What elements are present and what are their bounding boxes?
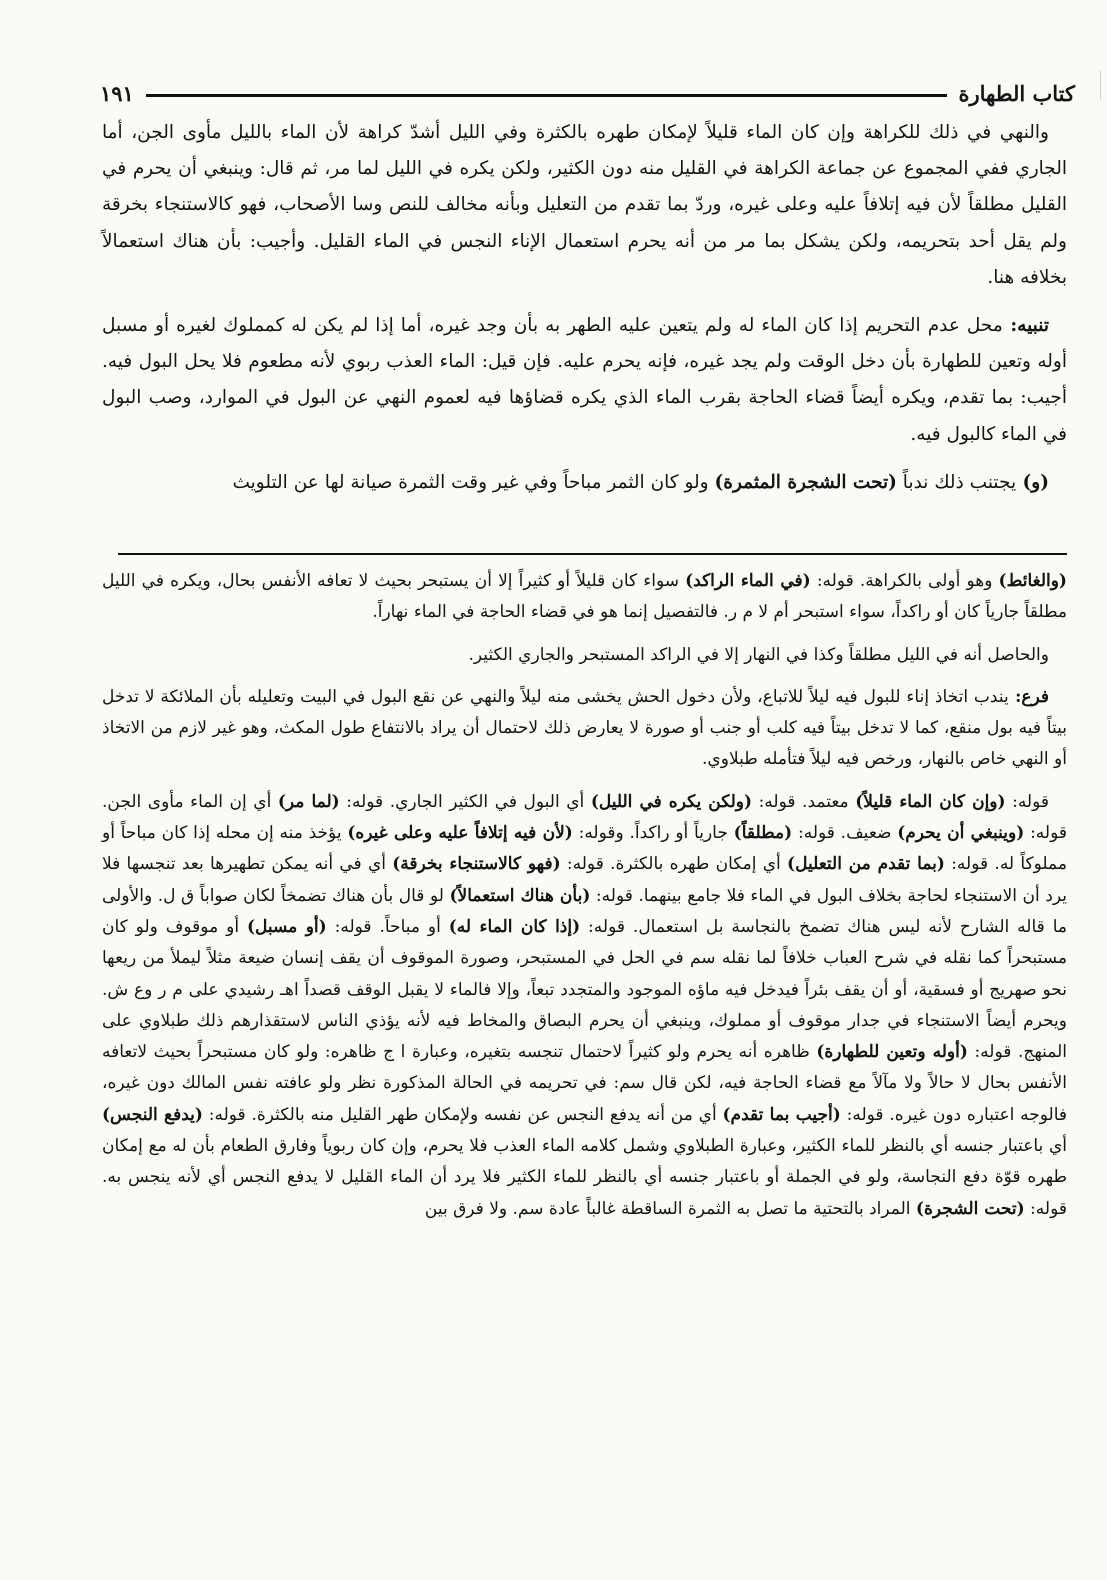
main-paragraph — [102, 308, 1067, 453]
text-run: أي باعتبار جنسه أي بالنظر للماء الكثير، وعبارة الطبلاوي وشمل كلامه الماء العذب فلا يحرم، وإن كان ربوياً وفارق الطعام بأن له مع إمكان طهره قوّة دفع النجاسة، ولو في الجملة أو باعتبار جنسه أي بالنظر للماء الكثير فلا يرد أن الماء القليل لا يدفع النجس أي لأنه ينجس به. قوله: — [102, 1136, 1067, 1219]
text-run: المراد بالتحتية ما تصل به الثمرة الساقطة غالباً عادة سم. ولا فرق بين — [424, 1198, 916, 1219]
page-header — [100, 76, 1075, 110]
bold-term: (و) — [1016, 471, 1049, 493]
bold-term: (في الماء الراكد) — [685, 571, 811, 591]
text-run: أي إمكان طهره بالكثرة. قوله: — [560, 854, 788, 875]
bold-term: (إذا كان الماء له) — [448, 916, 581, 937]
bold-term: (مطلقاً) — [733, 823, 793, 844]
page-edge-mark — [1090, 70, 1101, 100]
note-paragraph — [102, 566, 1067, 629]
bold-term: تنبيه: — [1002, 315, 1049, 337]
text-run: يؤخذ منه إن محله إذا كان مباحاً أو مملوكاً له. قوله: — [102, 823, 1067, 875]
main-text — [102, 115, 1067, 501]
text-run: ولو كان الثمر مباحاً وفي غير وقت الثمرة صيانة لها عن التلويث — [232, 471, 715, 493]
bold-term: (وينبغي أن يحرم) — [897, 823, 1025, 844]
text-run: يندب اتخاذ إناء للبول فيه ليلاً للاتباع، ولأن دخول الحش يخشى منه ليلاً والنهي عن نقع البول في البيت وتعليله بأن الملائكة لا تدخل بيتاً فيه بول منقع، كما لا تدخل بيتاً فيه كلب أو جنب أو صورة لا يعارض ذلك لاحتمال أن يراد بالانتفاع طول المكث، وهو غير لازم من الاتخاذ أو النهي خاص بالنهار، ورخص فيه ليلاً فتأمله طبلاوي. — [102, 686, 1067, 770]
bold-term: (بما تقدم من التعليل) — [787, 854, 945, 875]
bold-term: (أو مسبل) — [246, 916, 327, 937]
book-title: كتاب الطهارة — [958, 80, 1075, 106]
bold-term: (تحت الشجرة المثمرة) — [714, 471, 897, 493]
main-paragraph — [102, 115, 1067, 296]
text-run: والنهي في ذلك للكراهة وإن كان الماء قليلاً لإمكان طهره بالكثرة وفي الليل أشدّ كراهة لأن الماء بالليل مأوى الجن، أما الجاري ففي المجموع عن جماعة الكراهة في القليل منه دون الكثير، ولكن يكره في الليل لما مر، ثم قال: وينبغي أن يحرم في القليل مطلقاً لأن فيه إتلافاً عليه وعلى غيره، وردّ بما تقدم من التعليل وبأنه مخالف للنص وسا الأصحاب، فهو كالاستنجاء بخرقة ولم يقل أحد بتحريمه، ولكن يشكل بما مر من أنه يحرم استعمال الإناء النجس في الماء القليل. وأجيب: بأن هناك استعمالاً بخلافه هنا. — [102, 122, 1067, 288]
text-run: جارياً أو راكداً. وقوله: — [572, 823, 734, 844]
text-run: أو موقوف ولو كان مستبحراً كما نقله في شرح العباب خلافاً لما نقله سم في الحل في المستبحر، وصورة الموقوف أن يقف إنسان ضيعة مثلاً ليملأ من ريعها نحو صهريج أو فسقية، أو أن يقف بئراً فيدخل فيه ماؤه الموجود والمتجدد تبعاً، وإلا فالماء لا يقبل الوقف قصداً اهـ رشيدي على م ر وع ش. ويحرم أيضاً الاستنجاء في جدار موقوف أو مملوك، وينبغي أن يحرم البصاق والمخاط فيه لأنه يؤذي الناس لاستقذارهم ذلك طبلاوي على المنهج. قوله: — [102, 916, 1068, 1063]
bold-term: (والغائط) — [998, 571, 1067, 591]
commentary-notes — [102, 566, 1067, 1236]
footnote-divider — [118, 553, 1067, 555]
bold-term: (تحت الشجرة) — [915, 1198, 1025, 1219]
bold-term: (لما مر) — [277, 791, 340, 812]
bold-term: (أجيب بما تقدم) — [722, 1104, 841, 1125]
text-run: وهو أولى بالكراهة. قوله: — [810, 571, 999, 591]
text-run: أو مباحاً. قوله: — [326, 916, 449, 937]
text-run: قوله: — [1005, 791, 1050, 812]
text-run: يجتنب ذلك ندباً — [896, 471, 1017, 493]
page-number: ١٩١ — [100, 80, 134, 106]
bold-term: (فهو كالاستنجاء بخرقة) — [392, 854, 561, 875]
text-run: ظاهره أنه يحرم ولو كثيراً لاحتمال تنجسه بتغيره، وعبارة ا ج ظاهره: ولو كان مستبحراً بحيث لاتعافه الأنفس بحال لا حالاً ولا مآلاً مع قضاء الحاجة فيه، لكن قال سم: في تحريمه في الحالة المذكورة نظر ولو عافته نفس المالك دون غيره، فالوجه اعتباره دون غيره. قوله: — [102, 1042, 1068, 1125]
bold-term: (ولكن يكره في الليل) — [590, 791, 753, 812]
bold-term: (لأن فيه إتلافاً عليه وعلى غيره) — [347, 823, 573, 844]
text-run: أي في أنه يمكن تطهيرها بعد تنجسها فلا يرد أن الاستنجاء لحاجة بخلاف البول في الماء فلا جامع بينهما. قوله: — [102, 854, 1067, 906]
note-paragraph — [102, 682, 1067, 776]
main-paragraph — [102, 465, 1067, 501]
text-run: ضعيف. قوله: — [792, 823, 898, 844]
text-run: لو قال بأن هناك تضمخاً لكان صواباً ق ل. والأولى ما قاله الشارح لأنه ليس هناك تضمخ بالنجاسة بل استعمال. قوله: — [102, 885, 1067, 937]
header-rule — [146, 94, 947, 97]
text-run: أي البول في الكثير الجاري. قوله: — [339, 791, 591, 812]
text-run: أي إن الماء مأوى الجن. قوله: — [102, 791, 1068, 844]
text-run: والحاصل أنه في الليل مطلقاً وكذا في النهار إلا في الراكد المستبحر والجاري الكثير. — [468, 644, 1049, 665]
note-paragraph — [102, 787, 1067, 1225]
bold-term: (وإن كان الماء قليلاً) — [855, 791, 1006, 812]
note-paragraph — [102, 640, 1067, 671]
bold-term: فرع: — [1008, 686, 1049, 707]
bold-term: (بأن هناك استعمالاً) — [449, 885, 591, 906]
text-run: محل عدم التحريم إذا كان الماء له ولم يتعين عليه الطهر به بأن وجد غيره، أما إذا لم يكن له كمملوك لغيره أو مسبل أوله وتعين للطهارة بأن دخل الوقت ولم يجد غيره، فإنه يحرم عليه. فإن قيل: الماء العذب ربوي لأنه مطعوم فلا يحل البول فيه. أجيب: بما تقدم، ويكره أيضاً قضاء الحاجة بقرب الماء الذي يكره قضاؤها فيه لعموم النهي عن البول في الموارد، وصب البول في الماء كالبول فيه. — [102, 315, 1067, 445]
text-run: أي من أنه يدفع النجس عن نفسه ولإمكان طهر القليل منه بالكثرة. قوله: — [202, 1104, 723, 1125]
text-run: سواء كان قليلاً أو كثيراً إلا أن يستبحر بحيث لا تعافه الأنفس بحال، ويكره في الليل مطلقاً جارياً كان أو راكداً، سواء استبحر أم لا م ر. فالتفصيل إنما هو في قضاء الحاجة في الماء نهاراً. — [102, 571, 1067, 623]
bold-term: (يدفع النجس) — [102, 1104, 203, 1125]
text-run: معتمد. قوله: — [752, 791, 856, 812]
bold-term: (أوله وتعين للطهارة) — [816, 1042, 968, 1063]
